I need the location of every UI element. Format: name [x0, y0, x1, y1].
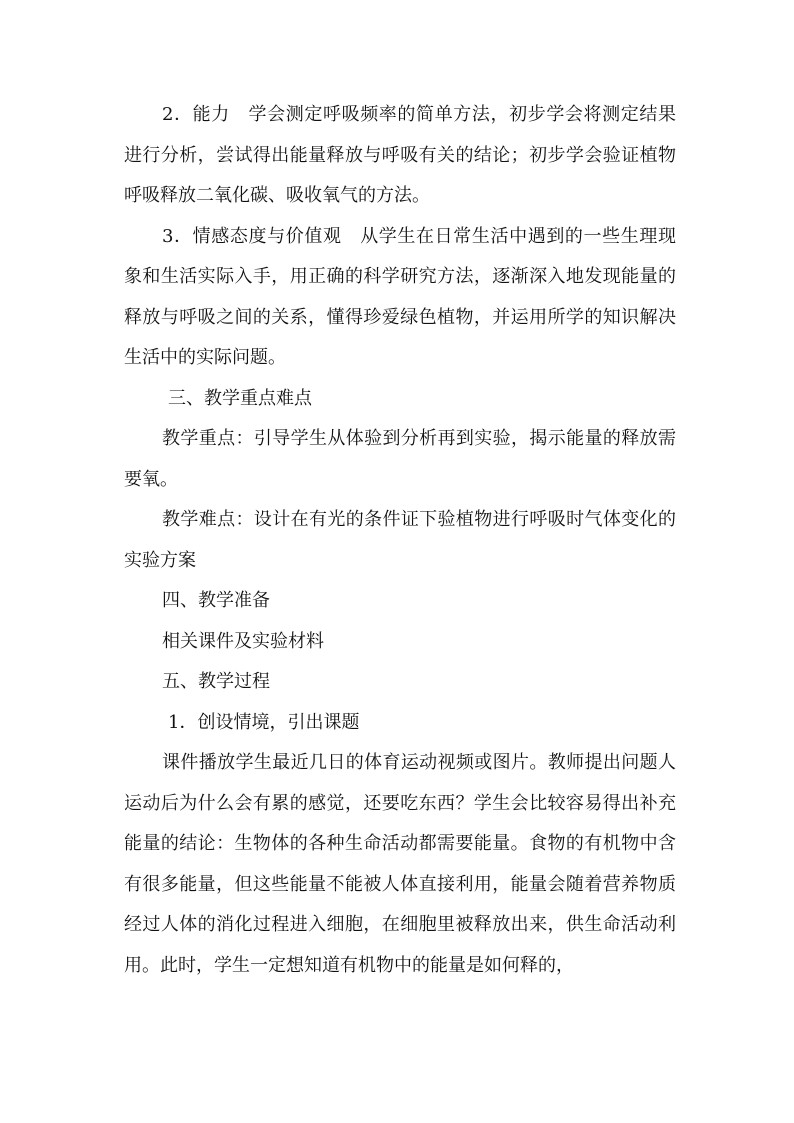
subheading-create-scenario: 1．创设情境，引出课题	[168, 711, 360, 733]
heading-preparation: 四、教学准备	[162, 590, 270, 611]
document-body	[124, 95, 676, 986]
paragraph-key-point: 教学重点：引导学生从体验到分析再到实验，揭示能量的释放需要氧。	[124, 428, 676, 490]
paragraph-materials: 相关课件及实验材料	[162, 630, 324, 652]
paragraph-difficult-point: 教学难点：设计在有光的条件证下验植物进行呼吸时气体变化的实验方案	[124, 509, 676, 571]
paragraph-ability-goal: 2．能力 学会测定呼吸频率的简单方法，初步学会将测定结果进行分析，尝试得出能量释放与呼吸有关的结论；初步学会验证植物呼吸释放二氧化碳、吸收氧气的方法。	[124, 104, 676, 206]
paragraph-attitude-goal: 3．情感态度与价值观 从学生在日常生活中遇到的一些生理现象和生活实际入手，用正确的科学研究方法，逐渐深入地发现能量的释放与呼吸之间的关系，懂得珍爱绿色植物，并运用所学的知识解决生活中的实际问题。	[124, 225, 676, 368]
paragraph-scenario-description: 课件播放学生最近几日的体育运动视频或图片。教师提出问题人运动后为什么会有累的感觉，还要吃东西？学生会比较容易得出补充能量的结论：生物体的各种生命活动都需要能量。食物的有机物中含有很多能量，但这些能量不能被人体直接利用，能量会随着营养物质经过人体的消化过程进入细胞，在细胞里被释放出来，供生命活动利用。此时，学生一定想知道有机物中的能量是如何释的，	[124, 752, 676, 976]
heading-key-points: 三、教学重点难点	[168, 387, 312, 409]
heading-process: 五、教学过程	[162, 671, 270, 692]
